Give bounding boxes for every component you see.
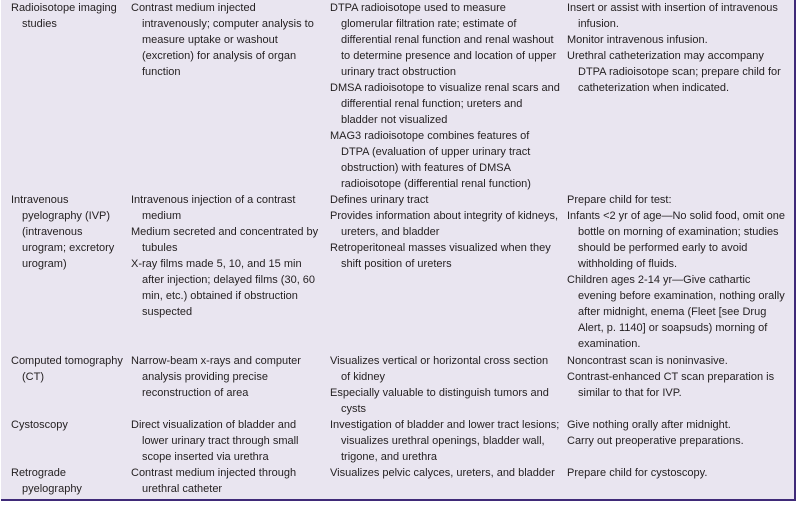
- description-paragraph: X-ray films made 5, 10, and 15 min after injection; delayed films (30, 60 min, etc.) obtained if obstruction suspected: [131, 258, 316, 318]
- purpose-paragraph: Defines urinary tract: [330, 194, 429, 206]
- description-cell: [131, 465, 321, 497]
- nursing-paragraph: Children ages 2-14 yr—Give cathartic evening before examination, nothing orally after midnight, enema (Fleet [see Drug Alert, p. 1140] or soapsuds) morning of examination.: [567, 274, 785, 350]
- test-name-cell: [11, 353, 123, 385]
- purpose-paragraph: DTPA radioisotope used to measure glomerular filtration rate; estimate of differential renal function and renal washout to determine presence and location of upper urinary tract obstruction: [330, 2, 557, 78]
- nursing-paragraph: Give nothing orally after midnight.: [567, 419, 731, 431]
- nursing-paragraph: Carry out preoperative preparations.: [567, 435, 744, 447]
- nursing-paragraph: Prepare child for cystoscopy.: [567, 467, 708, 479]
- purpose-paragraph: Visualizes pelvic calyces, ureters, and bladder: [330, 467, 555, 479]
- description-cell: [131, 192, 321, 320]
- nursing-cell: [567, 465, 791, 481]
- purpose-paragraph: Retroperitoneal masses visualized when they shift position of ureters: [330, 242, 551, 270]
- nursing-paragraph: Monitor intravenous infusion.: [567, 34, 708, 46]
- description-paragraph: Contrast medium injected intravenously; computer analysis to measure uptake or washout (excretion) for analysis of organ function: [131, 2, 314, 78]
- purpose-paragraph: Especially valuable to distinguish tumors and cysts: [330, 387, 549, 415]
- test-name: Retrograde pyelography: [11, 467, 82, 495]
- purpose-paragraph: DMSA radioisotope to visualize renal scars and differential renal function; ureters and bladder not visualized: [330, 82, 560, 126]
- test-name: Computed tomography (CT): [11, 355, 123, 383]
- purpose-paragraph: MAG3 radioisotope combines features of DTPA (evaluation of upper urinary tract obstruction) with features of DMSA radioisotope (differential renal function): [330, 130, 531, 190]
- description-paragraph: Intravenous injection of a contrast medium: [131, 194, 296, 222]
- nursing-paragraph: Urethral catheterization may accompany DTPA radioisotope scan; prepare child for catheterization when indicated.: [567, 50, 781, 94]
- description-paragraph: Contrast medium injected through urethral catheter: [131, 467, 297, 495]
- purpose-cell: [330, 353, 560, 417]
- nursing-cell: [567, 353, 791, 401]
- purpose-cell: [330, 0, 560, 192]
- test-name: Intravenous pyelography (IVP) (intravenous urogram; excretory urogram): [11, 194, 115, 270]
- purpose-paragraph: Provides information about integrity of kidneys, ureters, and bladder: [330, 210, 559, 238]
- description-paragraph: Medium secreted and concentrated by tubules: [131, 226, 319, 254]
- description-cell: [131, 417, 321, 465]
- diagnostic-procedures-table: [1, 0, 796, 501]
- test-name-cell: [11, 0, 123, 32]
- nursing-cell: [567, 192, 791, 352]
- nursing-paragraph: Contrast-enhanced CT scan preparation is similar to that for IVP.: [567, 371, 775, 399]
- purpose-cell: [330, 417, 560, 465]
- description-cell: [131, 353, 321, 401]
- nursing-paragraph: Insert or assist with insertion of intravenous infusion.: [567, 2, 778, 30]
- purpose-cell: [330, 192, 560, 272]
- nursing-paragraph: Infants <2 yr of age—No solid food, omit one bottle on morning of examination; studies should be performed early to avoid withholding of fluids.: [567, 210, 785, 270]
- nursing-cell: [567, 0, 791, 96]
- description-paragraph: Direct visualization of bladder and lower urinary tract through small scope inserted via urethra: [131, 419, 299, 463]
- description-cell: [131, 0, 321, 80]
- description-paragraph: Narrow-beam x-rays and computer analysis providing precise reconstruction of area: [131, 355, 301, 399]
- nursing-paragraph: Noncontrast scan is noninvasive.: [567, 355, 728, 367]
- nursing-paragraph: Prepare child for test:: [567, 194, 672, 206]
- test-name-cell: [11, 417, 123, 433]
- purpose-cell: [330, 465, 560, 481]
- test-name-cell: [11, 192, 123, 272]
- test-name: Cystoscopy: [11, 419, 68, 431]
- test-name-cell: [11, 465, 123, 497]
- nursing-cell: [567, 417, 791, 449]
- purpose-paragraph: Visualizes vertical or horizontal cross section of kidney: [330, 355, 549, 383]
- test-name: Radioisotope imaging studies: [11, 2, 117, 30]
- purpose-paragraph: Investigation of bladder and lower tract lesions; visualizes urethral openings, bladder wall, trigone, and urethra: [330, 419, 560, 463]
